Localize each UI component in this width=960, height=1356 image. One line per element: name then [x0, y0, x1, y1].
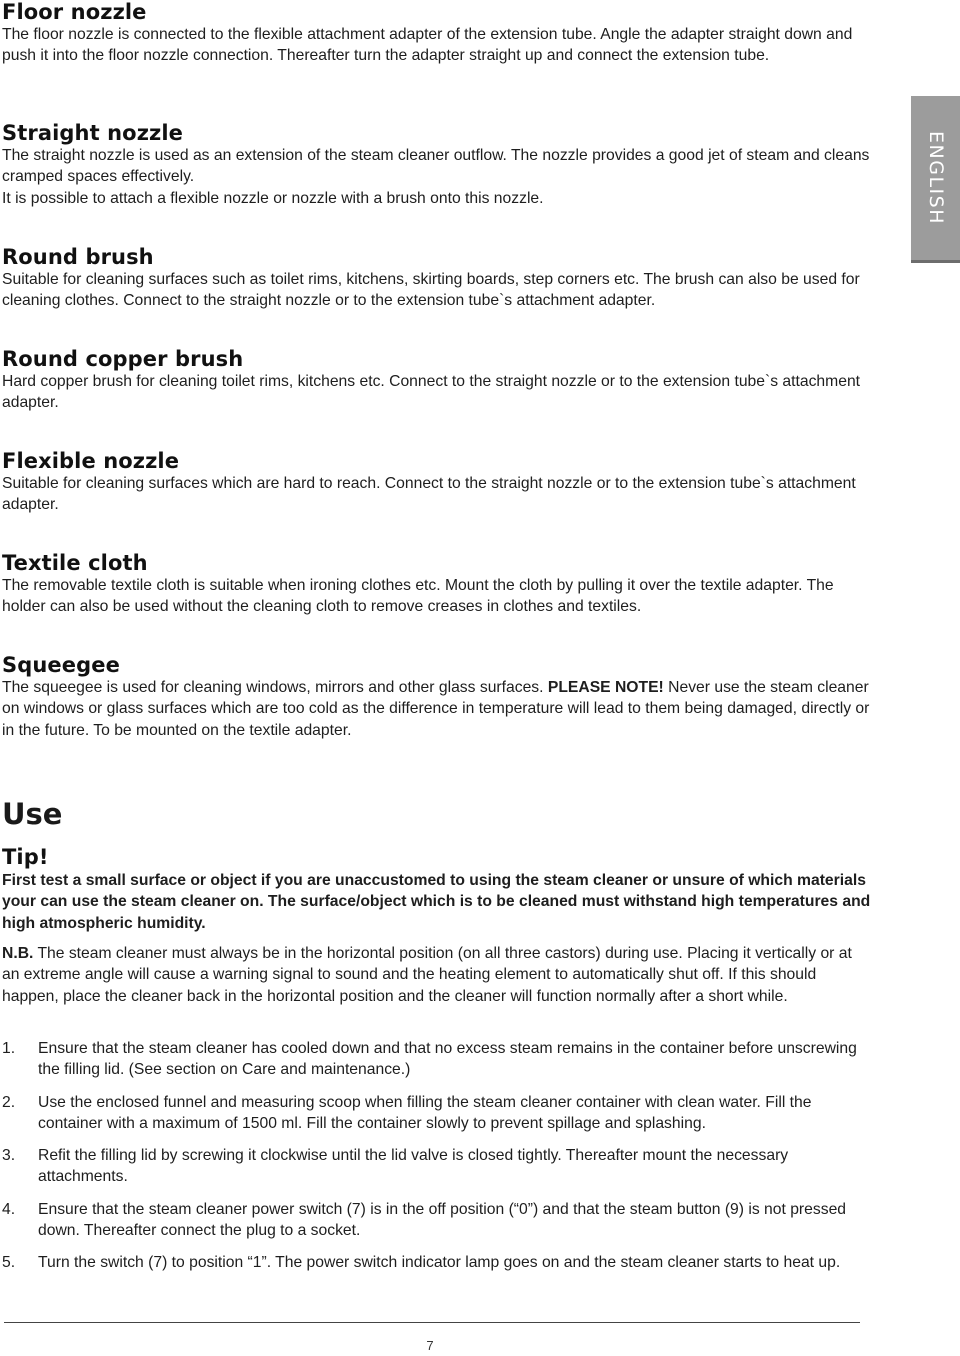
- nb-paragraph: [2, 943, 872, 1007]
- list-item: [2, 1092, 872, 1135]
- section-title: Straight nozzle: [2, 121, 183, 145]
- section-title: Squeegee: [2, 653, 120, 677]
- section-squeegee: [2, 653, 872, 741]
- section-flexible-nozzle: [2, 449, 872, 516]
- step-number: 4.: [2, 1200, 16, 1218]
- section-title: Flexible nozzle: [2, 449, 180, 473]
- section-body: Suitable for cleaning surfaces which are hard to reach. Connect to the straight nozzle or to the extension tube`s attachment adapter.: [2, 475, 856, 514]
- tip-heading: Tip!: [2, 845, 49, 869]
- section-title: Round brush: [2, 245, 154, 269]
- section-round-copper-brush: [2, 347, 872, 414]
- section-body: Hard copper brush for cleaning toilet rims, kitchens etc. Connect to the straight nozzle or to the extension tube`s attachment adapter.: [2, 373, 861, 412]
- section-title: Floor nozzle: [2, 0, 147, 24]
- list-item: [2, 1199, 872, 1242]
- step-number: 5.: [2, 1254, 16, 1272]
- step-text: Use the enclosed funnel and measuring scoop when filling the steam cleaner container with clean water. Fill the container with a maximum of 1500 ml. Fill the container slowly to prevent spillage and splashing.: [38, 1093, 812, 1132]
- use-steps-list: [2, 1038, 872, 1285]
- nb-label: N.B.: [2, 945, 34, 962]
- list-item: [2, 1038, 872, 1081]
- section-body: The floor nozzle is connected to the flexible attachment adapter of the extension tube. Angle the adapter straight down and push it into the floor nozzle connection. Thereafter turn the adapter straight up and connect the extension tube.: [2, 26, 853, 65]
- section-floor-nozzle: [2, 0, 872, 67]
- squeegee-body-end: Never use the steam cleaner on windows or glass surfaces which are too cold as the difference in temperature will lead to them being damaged, directly or in the future. To be mounted on the textile adapter.: [2, 679, 870, 739]
- use-heading: Use: [2, 797, 63, 831]
- nb-body: The steam cleaner must always be in the horizontal position (on all three castors) during use. Placing it vertically or at an extreme angle will cause a warning signal to sound and the heating element to automatically shut off. If this should happen, place the cleaner back in the horizontal position and the cleaner will function normally after a short while.: [2, 945, 852, 1005]
- section-body: [2, 677, 872, 741]
- please-note-label: PLEASE NOTE!: [547, 679, 664, 696]
- step-number: 1.: [2, 1040, 16, 1057]
- section-body: The removable textile cloth is suitable when ironing clothes etc. Mount the cloth by pulling it over the textile adapter. The holder can also be used without the cleaning cloth to remove creases in clothes and textiles.: [2, 577, 834, 616]
- step-number: 2.: [2, 1093, 16, 1111]
- tip-text: First test a small surface or object if you are unaccustomed to using the steam cleaner or unsure of which materials your can use the steam cleaner on. The surface/object which is to be cleaned must withstand high temperatures and high atmospheric humidity.: [2, 872, 871, 932]
- language-side-tab: [911, 96, 960, 263]
- squeegee-body-start: The squeegee is used for cleaning windows, mirrors and other glass surfaces.: [2, 679, 548, 696]
- step-text: Ensure that the steam cleaner has cooled down and that no excess steam remains in the container before unscrewing the filling lid. (See section on Care and maintenance.): [38, 1040, 857, 1079]
- list-item: [2, 1252, 872, 1273]
- section-straight-nozzle: [2, 121, 872, 209]
- step-text: Turn the switch (7) to position “1”. The power switch indicator lamp goes on and the steam cleaner starts to heat up.: [38, 1254, 841, 1272]
- step-text: Refit the filling lid by screwing it clockwise until the lid valve is closed tightly. Thereafter mount the necessary attachments.: [38, 1147, 789, 1186]
- list-item: [2, 1145, 872, 1188]
- section-title: Round copper brush: [2, 347, 244, 371]
- section-textile-cloth: [2, 551, 872, 618]
- section-body-extra: It is possible to attach a flexible nozzle or nozzle with a brush onto this nozzle.: [2, 189, 544, 207]
- page-number: 7: [426, 1338, 434, 1353]
- section-body: The straight nozzle is used as an extension of the steam cleaner outflow. The nozzle provides a good jet of steam and cleans cramped spaces effectively.: [2, 147, 870, 186]
- section-round-brush: [2, 245, 872, 312]
- footer-divider: [4, 1322, 860, 1323]
- step-text: Ensure that the steam cleaner power switch (7) is in the off position (“0”) and that the steam button (9) is not pressed down. Thereafter connect the plug to a socket.: [38, 1200, 847, 1240]
- step-number: 3.: [2, 1147, 16, 1165]
- language-tab-label: ENGLISH: [924, 131, 947, 225]
- section-body: Suitable for cleaning surfaces such as toilet rims, kitchens, skirting boards, step corners etc. The brush can also be used for cleaning clothes. Connect to the straight nozzle or to the extension tube`s attachment adapter.: [2, 271, 860, 310]
- section-title: Textile cloth: [2, 551, 148, 575]
